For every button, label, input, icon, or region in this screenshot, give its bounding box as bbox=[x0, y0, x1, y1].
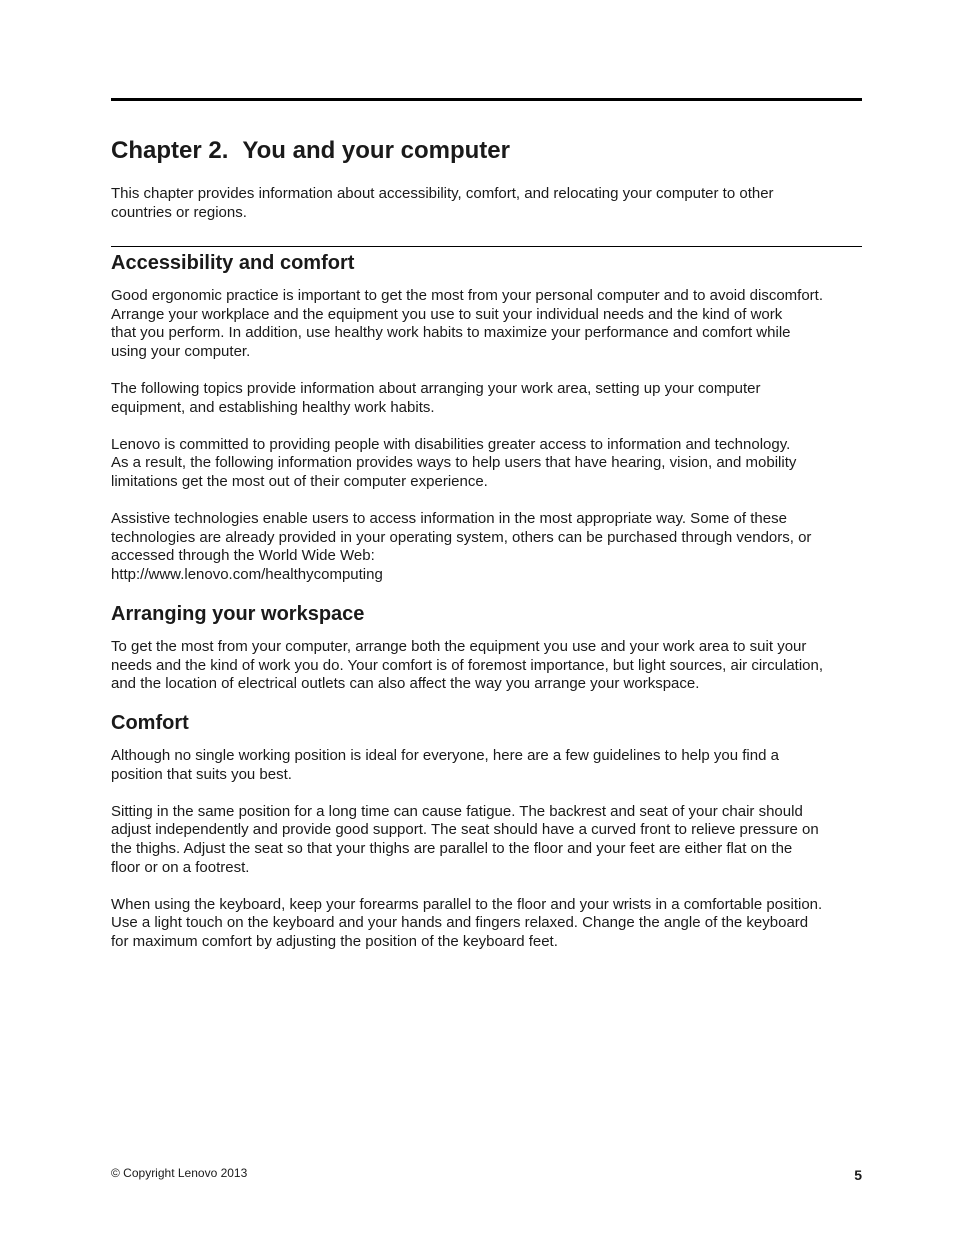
chapter-number: Chapter 2. bbox=[111, 137, 229, 164]
text-line: The following topics provide information about arranging your work area, setting up your computer bbox=[111, 379, 761, 397]
section-heading: Arranging your workspace bbox=[111, 603, 365, 625]
text-line: Good ergonomic practice is important to get the most from your personal computer and to avoid discomfort. bbox=[111, 287, 824, 304]
section-heading: Comfort bbox=[111, 712, 189, 734]
section-heading: Accessibility and comfort bbox=[111, 252, 355, 274]
text-line: When using the keyboard, keep your forearms parallel to the floor and your wrists in a comfortable position. bbox=[111, 895, 823, 913]
paragraph bbox=[111, 380, 862, 417]
paragraph bbox=[111, 747, 862, 784]
section-comfort bbox=[111, 711, 862, 952]
text-line: technologies are already provided in your operating system, others can be purchased through vendors, or bbox=[111, 528, 812, 546]
section-divider bbox=[111, 246, 862, 247]
paragraph bbox=[111, 287, 862, 361]
text-line: Use a light touch on the keyboard and your hands and fingers relaxed. Change the angle of the keyboard bbox=[111, 914, 809, 932]
paragraph bbox=[111, 896, 862, 952]
text-line: equipment, and establishing healthy work habits. bbox=[111, 398, 435, 416]
chapter-title bbox=[111, 136, 510, 166]
text-line: accessed through the World Wide Web: bbox=[111, 547, 375, 565]
text-line: position that suits you best. bbox=[111, 765, 292, 783]
text-line: using your computer. bbox=[111, 342, 251, 360]
paragraph bbox=[111, 436, 862, 492]
section-workspace bbox=[111, 602, 862, 694]
text-line: needs and the kind of work you do. Your comfort is of foremost importance, but light sources, air circulation, bbox=[111, 656, 824, 674]
chapter-title-text: You and your computer bbox=[242, 137, 510, 164]
copyright-notice: © Copyright Lenovo 2013 bbox=[111, 1166, 248, 1180]
text-line: adjust independently and provide good support. The seat should have a curved front to relieve pressure on bbox=[111, 821, 819, 839]
text-line: for maximum comfort by adjusting the position of the keyboard feet. bbox=[111, 932, 558, 950]
text-line: Arrange your workplace and the equipment you use to suit your individual needs and the kind of work bbox=[111, 305, 783, 323]
chapter-top-rule bbox=[111, 98, 862, 101]
text-line: This chapter provides information about accessibility, comfort, and relocating your computer to other bbox=[111, 185, 774, 202]
text-line: Assistive technologies enable users to access information in the most appropriate way. Some of these bbox=[111, 510, 787, 528]
text-line: that you perform. In addition, use healthy work habits to maximize your performance and comfort while bbox=[111, 324, 791, 342]
text-line: the thighs. Adjust the seat so that your thighs are parallel to the floor and your feet are either flat on the bbox=[111, 839, 793, 857]
text-line: floor or on a footrest. bbox=[111, 858, 250, 876]
paragraph bbox=[111, 803, 862, 877]
text-line: limitations get the most out of their computer experience. bbox=[111, 472, 488, 490]
text-line: As a result, the following information provides ways to help users that have hearing, vision, and mobility bbox=[111, 454, 797, 472]
text-line: Although no single working position is ideal for everyone, here are a few guidelines to help you find a bbox=[111, 747, 779, 764]
text-line: To get the most from your computer, arrange both the equipment you use and your work area to suit your bbox=[111, 638, 807, 655]
section-accessibility bbox=[111, 251, 862, 585]
paragraph bbox=[111, 638, 862, 694]
paragraph bbox=[111, 510, 862, 584]
url-link[interactable]: http://www.lenovo.com/healthycomputing bbox=[111, 565, 383, 583]
chapter-intro bbox=[111, 185, 862, 222]
text-line: Sitting in the same position for a long time can cause fatigue. The backrest and seat of your chair should bbox=[111, 802, 803, 820]
text-line: countries or regions. bbox=[111, 203, 247, 221]
text-line: Lenovo is committed to providing people with disabilities greater access to information and technology. bbox=[111, 435, 791, 453]
document-page bbox=[111, 0, 862, 1235]
page-number: 5 bbox=[854, 1167, 862, 1183]
text-line: and the location of electrical outlets can also affect the way you arrange your workspace. bbox=[111, 675, 700, 693]
intro-paragraph bbox=[111, 185, 862, 222]
